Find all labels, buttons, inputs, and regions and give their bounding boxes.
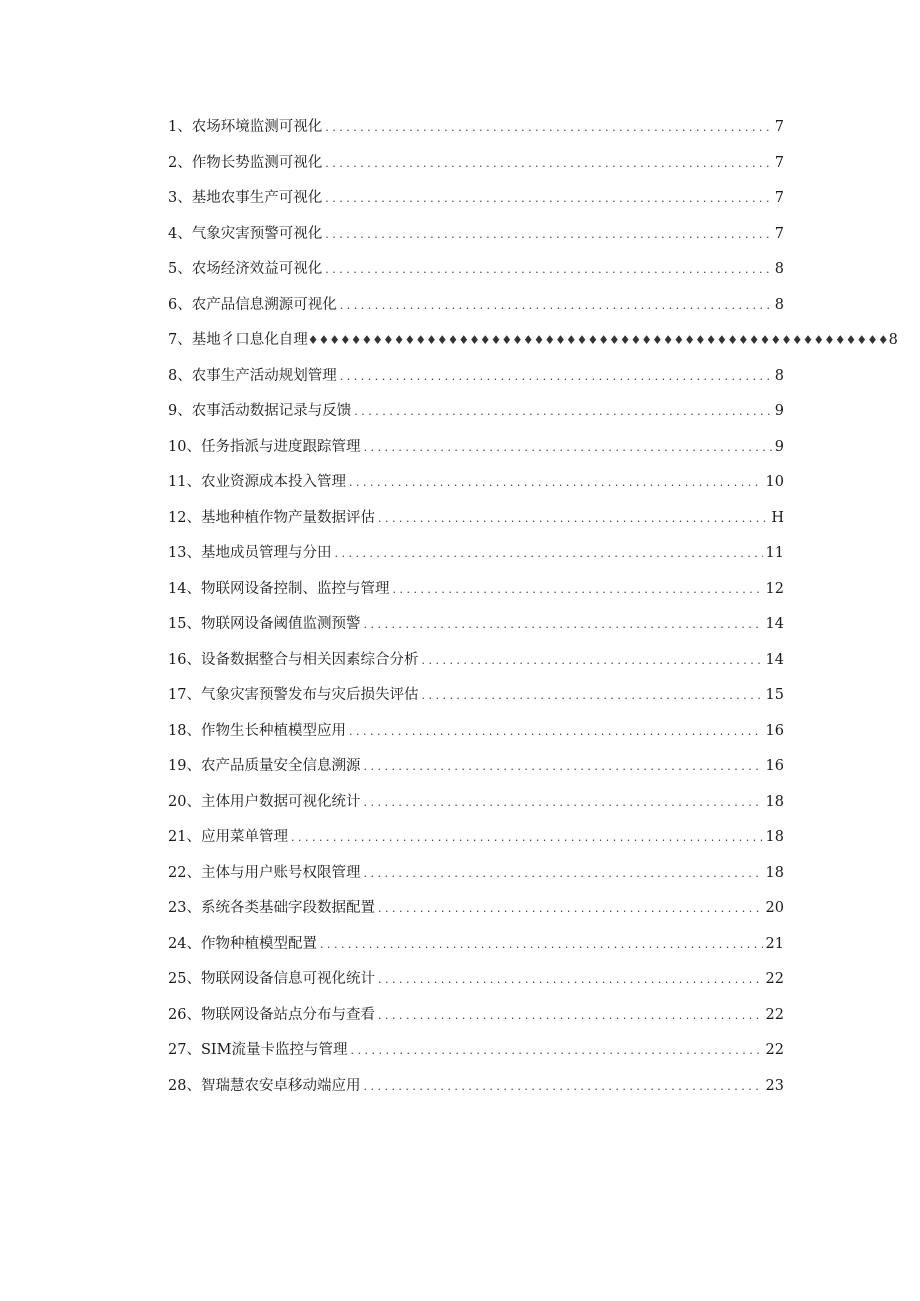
toc-entry-page-number: 7 xyxy=(774,190,784,206)
toc-entry-page-number: 9 xyxy=(774,403,784,419)
toc-entry-page-number: 18 xyxy=(765,864,784,881)
toc-entry[interactable] xyxy=(168,752,784,788)
toc-dot-leader xyxy=(363,789,762,817)
toc-dot-leader xyxy=(340,363,772,391)
toc-dot-leader: ♦♦♦♦♦♦♦♦♦♦♦♦♦♦♦♦♦♦♦♦♦♦♦♦♦♦♦♦♦♦♦♦♦♦♦♦♦♦♦♦♦♦♦♦♦♦♦♦♦♦♦♦♦♦ xyxy=(307,333,889,347)
toc-entry-title: 15、物联网设备阈值监测预警 xyxy=(168,616,361,632)
toc-dot-leader xyxy=(325,221,772,249)
toc-entry-page-number: 9 xyxy=(774,438,784,455)
toc-entry[interactable] xyxy=(168,1072,784,1108)
toc-entry[interactable] xyxy=(168,894,784,930)
toc-entry-title: 10、任务指派与进度跟踪管理 xyxy=(168,438,361,455)
toc-dot-leader xyxy=(325,114,772,142)
toc-entry-title: 19、农产品质量安全信息溯源 xyxy=(168,758,361,774)
toc-entry-title: 25、物联网设备信息可视化统计 xyxy=(168,971,375,987)
toc-entry-title: 7、基地彳口息化自理 xyxy=(168,332,308,348)
toc-entry-title: 23、系统各类基础字段数据配置 xyxy=(168,900,375,916)
toc-entry[interactable] xyxy=(168,220,784,256)
toc-dot-leader xyxy=(363,860,762,888)
toc-dot-leader xyxy=(378,505,768,533)
toc-entry-title: 13、基地成员管理与分田 xyxy=(168,545,332,561)
toc-entry[interactable] xyxy=(168,539,784,575)
toc-entry-page-number: 8 xyxy=(774,261,784,277)
toc-dot-leader xyxy=(349,469,763,497)
toc-entry[interactable] xyxy=(168,823,784,859)
toc-entry-title: 1、农场环境监测可视化 xyxy=(168,119,323,135)
toc-entry-page-number: 11 xyxy=(765,545,784,561)
toc-entry-title: 5、农场经济效益可视化 xyxy=(168,261,323,277)
toc-dot-leader xyxy=(340,292,772,320)
toc-entry[interactable] xyxy=(168,397,784,433)
toc-entry-title: 22、主体与用户账号权限管理 xyxy=(168,864,361,881)
toc-dot-leader xyxy=(325,185,772,213)
toc-entry-page-number: 7 xyxy=(774,119,784,135)
toc-dot-leader xyxy=(421,682,762,710)
toc-entry-title: 3、基地农事生产可视化 xyxy=(168,190,323,206)
toc-entry-page-number: 7 xyxy=(774,154,784,171)
toc-entry-title: 11、农业资源成本投入管理 xyxy=(168,474,346,490)
toc-entry[interactable] xyxy=(168,1036,784,1072)
toc-entry[interactable] xyxy=(168,326,898,362)
toc-dot-leader xyxy=(291,824,763,852)
table-of-contents xyxy=(168,113,898,1107)
toc-entry-title: 2、作物长势监测可视化 xyxy=(168,154,323,171)
toc-dot-leader xyxy=(378,895,763,923)
toc-entry-page-number: 8 xyxy=(774,367,784,384)
toc-entry[interactable] xyxy=(168,113,784,149)
toc-dot-leader xyxy=(349,718,763,746)
toc-dot-leader xyxy=(421,647,762,675)
toc-dot-leader xyxy=(350,1037,762,1065)
toc-entry-page-number: 23 xyxy=(765,1077,784,1094)
toc-entry-title: 6、农产品信息溯源可视化 xyxy=(168,296,337,313)
toc-entry[interactable] xyxy=(168,610,784,646)
toc-entry-page-number: 21 xyxy=(765,935,784,952)
toc-entry[interactable] xyxy=(168,184,784,220)
toc-entry[interactable] xyxy=(168,575,784,611)
toc-entry-title: 20、主体用户数据可视化统计 xyxy=(168,793,361,810)
toc-entry-title: 16、设备数据整合与相关因素综合分析 xyxy=(168,651,419,668)
toc-entry[interactable] xyxy=(168,681,784,717)
toc-dot-leader xyxy=(334,540,762,568)
toc-entry-page-number: 14 xyxy=(765,651,784,668)
toc-dot-leader xyxy=(363,611,762,639)
toc-dot-leader xyxy=(325,150,772,178)
toc-entry-title: 12、基地种植作物产量数据评估 xyxy=(168,509,375,526)
toc-entry-page-number: 16 xyxy=(765,722,784,739)
toc-entry[interactable] xyxy=(168,1001,784,1037)
toc-dot-leader xyxy=(320,931,763,959)
toc-entry[interactable] xyxy=(168,646,784,682)
toc-entry-title: 17、气象灾害预警发布与灾后损失评估 xyxy=(168,687,419,703)
toc-dot-leader xyxy=(363,753,762,781)
toc-entry-title: 4、气象灾害预警可视化 xyxy=(168,225,323,242)
toc-entry[interactable] xyxy=(168,965,784,1001)
toc-entry-page-number: 18 xyxy=(765,829,784,845)
toc-entry-title: 24、作物种植模型配置 xyxy=(168,935,317,952)
toc-entry-title: 18、作物生长种植模型应用 xyxy=(168,722,346,739)
toc-entry-page-number: 12 xyxy=(765,580,784,597)
toc-entry-page-number: 22 xyxy=(765,1042,784,1058)
toc-entry-page-number: H xyxy=(771,509,784,526)
toc-entry-title: 8、农事生产活动规划管理 xyxy=(168,367,337,384)
toc-dot-leader xyxy=(363,434,771,462)
toc-dot-leader xyxy=(354,398,772,426)
toc-entry-title: 9、农事活动数据记录与反馈 xyxy=(168,403,352,419)
toc-entry[interactable] xyxy=(168,930,784,966)
toc-entry[interactable] xyxy=(168,859,784,895)
toc-entry-page-number: 18 xyxy=(765,793,784,810)
toc-entry-title: 26、物联网设备站点分布与查看 xyxy=(168,1006,375,1023)
toc-entry[interactable] xyxy=(168,788,784,824)
toc-entry-page-number: 8 xyxy=(888,332,898,348)
toc-entry[interactable] xyxy=(168,433,784,469)
toc-entry-page-number: 15 xyxy=(765,687,784,703)
toc-entry[interactable] xyxy=(168,468,784,504)
toc-entry[interactable] xyxy=(168,362,784,398)
toc-entry[interactable] xyxy=(168,255,784,291)
toc-entry-page-number: 22 xyxy=(765,971,784,987)
toc-entry[interactable] xyxy=(168,291,784,327)
toc-dot-leader xyxy=(378,966,763,994)
toc-entry[interactable] xyxy=(168,717,784,753)
toc-entry-page-number: 8 xyxy=(774,296,784,313)
toc-entry[interactable] xyxy=(168,504,784,540)
toc-entry-title: 28、智瑞慧农安卓移动端应用 xyxy=(168,1077,361,1094)
toc-entry-page-number: 16 xyxy=(765,758,784,774)
toc-dot-leader xyxy=(392,576,762,604)
toc-dot-leader xyxy=(325,256,772,284)
toc-entry-page-number: 20 xyxy=(765,900,784,916)
toc-entry-page-number: 10 xyxy=(765,474,784,490)
toc-entry-title: 14、物联网设备控制、监控与管理 xyxy=(168,580,390,597)
toc-entry-title: 21、应用菜单管理 xyxy=(168,829,288,845)
toc-dot-leader xyxy=(378,1002,763,1030)
toc-dot-leader xyxy=(363,1073,762,1101)
toc-entry-title: 27、SIM流量卡监控与管理 xyxy=(168,1042,348,1058)
toc-entry-page-number: 7 xyxy=(774,225,784,242)
toc-entry-page-number: 14 xyxy=(765,616,784,632)
toc-entry[interactable] xyxy=(168,149,784,185)
toc-entry-page-number: 22 xyxy=(765,1006,784,1023)
